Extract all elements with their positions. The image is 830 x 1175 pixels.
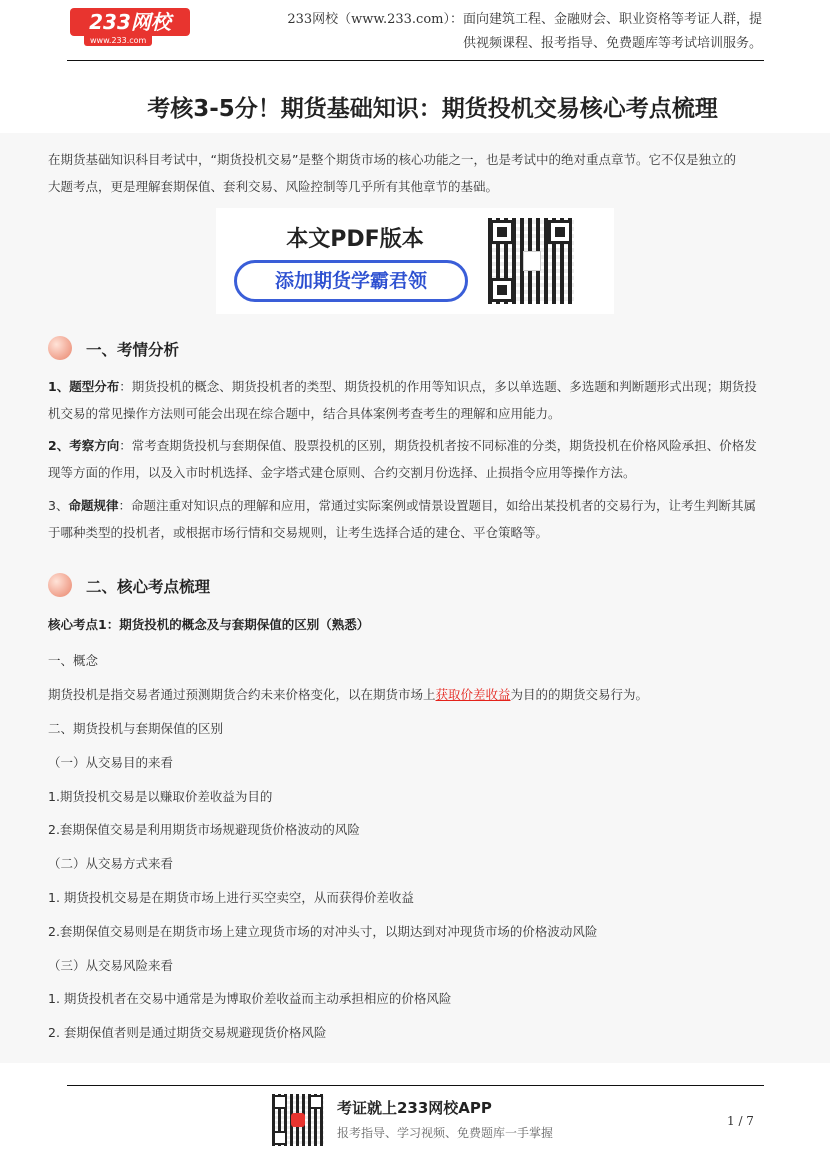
circle-bullet-icon xyxy=(48,336,72,360)
footer-title: 考证就上233网校APP xyxy=(337,1099,492,1117)
list-item: 1. 期货投机者在交易中通常是为博取价差收益而主动承担相应的价格风险 xyxy=(48,991,452,1006)
section-title: 一、考情分析 xyxy=(86,341,180,359)
item-text: ：命题注重对知识点的理解和应用，常通过实际案例或情景设置题目，如给出某投机者的交易行为，让考生判断其属 xyxy=(118,498,756,513)
list-item: 2. 套期保值者则是通过期货交易规避现货价格风险 xyxy=(48,1025,327,1040)
qr-finder xyxy=(490,278,514,302)
pdf-banner[interactable] xyxy=(216,208,614,314)
analysis-item-1 xyxy=(48,373,783,427)
header-line-1: 233网校（www.233.com）：面向建筑工程、金融财会、职业资格等考证人群，提 xyxy=(287,12,762,27)
header-line-2: 供视频课程、报考指导、免费题库等考试培训服务。 xyxy=(462,36,762,51)
highlight-link[interactable]: 获取价差收益 xyxy=(435,687,511,702)
intro-line-2: 大题考点，更是理解套期保值、套利交易、风险控制等几乎所有其他章节的基础。 xyxy=(48,179,499,194)
item-label: 1、题型分布 xyxy=(48,379,120,394)
item-label: 命题规律 xyxy=(68,498,119,513)
qr-finder xyxy=(309,1095,323,1109)
header-description xyxy=(250,8,762,56)
concept-heading: 一、概念 xyxy=(48,653,99,668)
intro-line-1: 在期货基础知识科目考试中，“期货投机交易”是整个期货市场的核心功能之一，也是考试中的绝对重点章节。它不仅是独立的 xyxy=(48,152,736,167)
list-item: 1. 期货投机交易是在期货市场上进行买空卖空，从而获得价差收益 xyxy=(48,890,414,905)
key-point-title: 核心考点1：期货投机的概念及与套期保值的区别（熟悉） xyxy=(48,617,370,632)
concept-text xyxy=(48,685,648,703)
list-item: （一）从交易目的来看 xyxy=(48,755,174,770)
section-title: 二、核心考点梳理 xyxy=(86,578,211,596)
circle-bullet-icon xyxy=(48,573,72,597)
list-item: （三）从交易风险来看 xyxy=(48,958,174,973)
concept-text-pre: 期货投机是指交易者通过预测期货合约未来价格变化，以在期货市场上 xyxy=(48,687,436,702)
item-text: ：期货投机的概念、期货投机者的类型、期货投机的作用等知识点，多以单选题、多选题和判断题形式出现；期货投 xyxy=(119,379,757,394)
list-item: 2.套期保值交易则是在期货市场上建立现货市场的对冲头寸，以期达到对冲现货市场的价格波动风险 xyxy=(48,924,598,939)
banner-button[interactable]: 添加期货学霸君领 xyxy=(234,260,468,302)
qr-finder xyxy=(490,220,514,244)
difference-heading: 二、期货投机与套期保值的区别 xyxy=(48,721,224,736)
footer-divider xyxy=(67,1085,764,1086)
qr-finder xyxy=(548,220,572,244)
site-logo[interactable] xyxy=(70,8,204,48)
qr-center-logo xyxy=(523,251,541,271)
list-item: 1.期货投机交易是以赚取价差收益为目的 xyxy=(48,789,273,804)
analysis-item-3 xyxy=(48,492,783,546)
item-label: 2、考察方向 xyxy=(48,438,120,453)
intro-paragraph xyxy=(48,146,783,200)
concept-text-post: 为目的的期货交易行为。 xyxy=(510,687,649,702)
qr-code-icon xyxy=(488,218,574,304)
list-item: 2.套期保值交易是利用期货市场规避现货价格波动的风险 xyxy=(48,822,360,837)
item-prefix: 3、 xyxy=(48,498,69,513)
item-text-2: 于哪种类型的投机者，或根据市场行情和交易规则，让考生选择合适的建仓、平仓策略等。 xyxy=(48,525,549,540)
item-text-2: 机交易的常见操作方法则可能会出现在综合题中，结合具体案例考查考生的理解和应用能力。 xyxy=(48,406,561,421)
logo-text: 233网校 xyxy=(70,8,190,36)
item-text-2: 现等方面的作用，以及入市时机选择、金字塔式建仓原则、合约交割月份选择、止损指令应用等操作方法。 xyxy=(48,465,636,480)
banner-title: 本文PDF版本 xyxy=(286,227,424,252)
logo-url: www.233.com xyxy=(84,36,152,46)
qr-finder xyxy=(273,1131,287,1145)
list-item: （二）从交易方式来看 xyxy=(48,856,174,871)
page-header xyxy=(0,0,830,62)
analysis-item-2 xyxy=(48,432,783,486)
page-number: 1 / 7 xyxy=(727,1114,754,1128)
app-badge-icon xyxy=(291,1113,305,1127)
page-title: 考核3-5分！期货基础知识：期货投机交易核心考点梳理 xyxy=(147,96,718,122)
item-text: ：常考查期货投机与套期保值、股票投机的区别，期货投机者按不同标准的分类，期货投机在价格风险承担、价格发 xyxy=(119,438,757,453)
footer-subtitle: 报考指导、学习视频、免费题库一手掌握 xyxy=(337,1126,554,1140)
header-divider xyxy=(67,60,764,61)
app-qr-code-icon xyxy=(272,1094,324,1146)
qr-finder xyxy=(273,1095,287,1109)
